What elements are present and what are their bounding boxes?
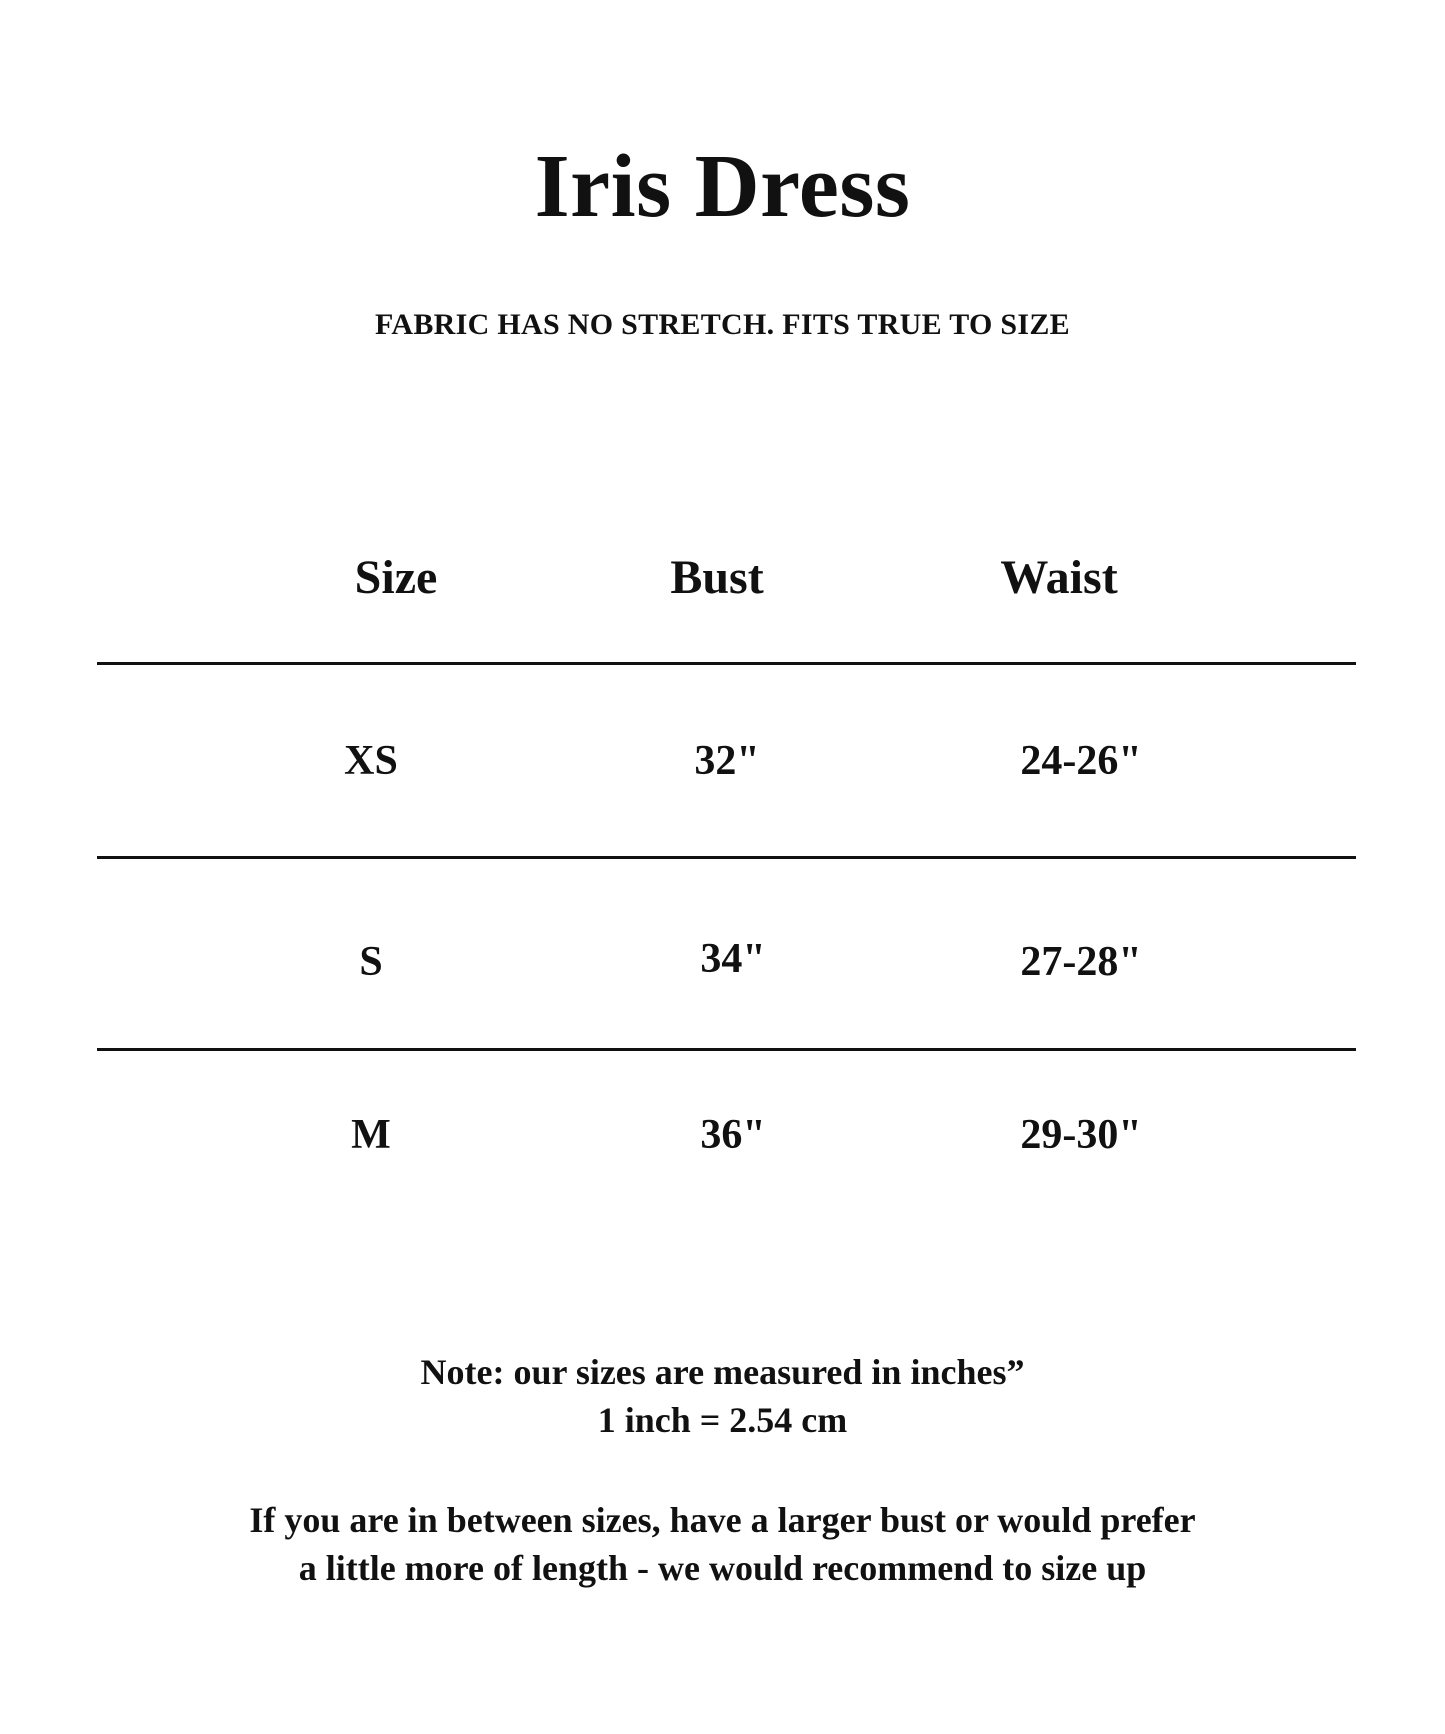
cell-size: M (351, 1112, 391, 1158)
fit-note: FABRIC HAS NO STRETCH. FITS TRUE TO SIZE (375, 308, 1070, 341)
cell-bust: 32" (694, 738, 760, 784)
table-divider (97, 662, 1356, 665)
cell-size: S (359, 939, 383, 985)
table-divider (97, 856, 1356, 859)
page-title: Iris Dress (534, 137, 911, 236)
cell-size: XS (344, 738, 398, 784)
note-sizing-advice-cont: a little more of length - we would recommend to size up (298, 1548, 1147, 1588)
cell-waist: 27-28" (1020, 939, 1142, 985)
cell-bust: 34" (700, 936, 766, 982)
header-size: Size (354, 551, 438, 604)
header-bust: Bust (670, 551, 764, 604)
table-divider (97, 1048, 1356, 1051)
cell-waist: 29-30" (1020, 1112, 1142, 1158)
note-sizing-advice: If you are in between sizes, have a larger bust or would prefer (249, 1500, 1196, 1540)
note-conversion: 1 inch = 2.54 cm (597, 1400, 848, 1440)
header-waist: Waist (1000, 551, 1118, 604)
note-units: Note: our sizes are measured in inches” (420, 1352, 1025, 1392)
cell-waist: 24-26" (1020, 738, 1142, 784)
cell-bust: 36" (700, 1112, 766, 1158)
